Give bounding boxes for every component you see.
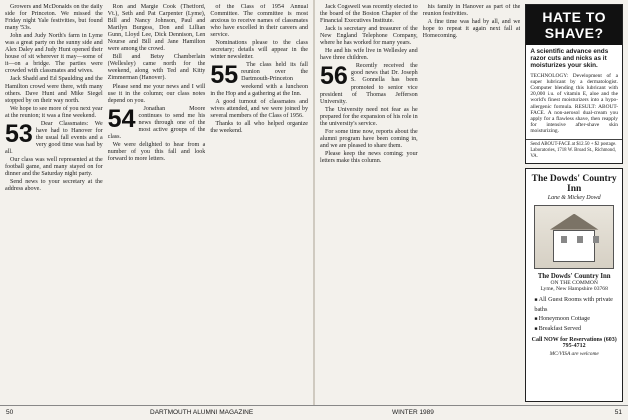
- right-column-1: [320, 4, 418, 402]
- inn-illustration: [534, 205, 614, 269]
- magazine-name: DARTMOUTH ALUMNI MAGAZINE: [150, 409, 254, 416]
- right-page: [315, 0, 628, 406]
- paragraph: Recently received the good news that Dr. Joseph S. Gonnella has been promoted to senior vice president of Thomas Jefferson University.: [320, 63, 418, 105]
- list-item: ■ Honeymoon Cottage: [534, 314, 614, 324]
- page-footer: [0, 405, 628, 420]
- left-page-number: 50: [6, 409, 14, 416]
- inn-reservation-phone: Call NOW for Reservations (603) 795-4712: [531, 336, 617, 349]
- ad-headline: HATE TO SHAVE?: [526, 5, 622, 45]
- ad-subheadline: A scientific advance ends razor cuts and nicks as it moisturizes your skin.: [530, 48, 609, 70]
- inn-address-line-2: Lyme, New Hampshire 03768: [540, 285, 608, 292]
- left-column-3: [210, 4, 308, 402]
- inn-ad-title: The Dowds' Country Inn: [531, 173, 617, 194]
- right-column-2: [423, 4, 521, 402]
- paragraph: He and his wife live in Wellesley and have three children.: [320, 48, 418, 62]
- inn-ad-tagline: Lane & Mickey Dowd: [547, 194, 601, 201]
- country-inn-advertisement[interactable]: [525, 168, 623, 402]
- issue-date: WINTER 1989: [392, 409, 434, 416]
- paragraph: Please keep the news coming; your letters make this column.: [320, 150, 418, 164]
- paragraph: Our class was well represented at the football game, and many stayed on for dinner and the Saturday night party.: [5, 156, 103, 178]
- paragraph: Nominations please to the class secretary; details will appear in the winter newsletter.: [210, 40, 309, 61]
- paragraph: Ron and Margie Cook (Thetford, Vt.), Seth and Pat Carpenter (Lyme), Bill and Nancy Johnson, Paul and Marilyn Burgess, Don and Lillian Gunn, Lloyd Lee, Dick Dennison, Len Nourse and Bill and Jane Hamilton were among the crowd.: [107, 4, 206, 53]
- paragraph: Jonathan Moore continues to send me his news through one of the most active groups of the class.: [107, 105, 206, 140]
- right-page-number: 51: [614, 409, 622, 416]
- class-year-numeral: 55: [210, 61, 239, 90]
- inn-address-line-1: ON THE COMMON: [550, 279, 598, 286]
- paragraph: his family in Hanover as part of the reunion festivities.: [422, 4, 521, 18]
- inn-amenities-list: [526, 295, 622, 334]
- class-year-numeral: 53: [5, 119, 33, 148]
- class-year-numeral: 56: [320, 62, 348, 91]
- paragraph: The University need not fear as he prepared for the expansion of his role in the university's service.: [320, 106, 418, 127]
- paragraph: Jack Cogswell was recently elected to the board of the Boston Chapter of the Financial Executives Institute.: [320, 4, 418, 25]
- shave-cream-advertisement[interactable]: [525, 4, 623, 164]
- paragraph: Growers and McDonalds on the daily side for Princeton. We missed the Friday night Yale festivities, but found many '53s.: [5, 4, 103, 32]
- paragraph: Bill and Betsy Chamberlain (Wellesley) came north for the weekend, along with Ted and Kitty Zimmerman (Hanover).: [107, 54, 206, 82]
- advertisement-column: [525, 4, 623, 402]
- ad-order-form: Send ABOUT-FACE at $12.50 + $2 postage. Laboratories, 1718 W. Broad St., Richmond, VA.: [526, 139, 622, 163]
- ad-body-text: TECHNOLOGY: Development of a super lubricant by a dermatologist. Computer blending this lubricant with 20,000 i.u. of vitamin E, aloe and the world's finest moisturizers into a hypo-allergenic formula. RESULT: ABOUT-FACE. A non-aerosol dual-cream you apply for a flawless shave, then reapply for intensive after-shave skin moisturizing.: [530, 72, 619, 135]
- paragraph: We hope to see more of you next year at the reunion; it was a fine weekend.: [5, 105, 103, 119]
- paragraph: of the Class of 1954 Annual Committee. The committee is most anxious to receive names of classmates who have excelled in their careers and service.: [210, 4, 309, 39]
- left-column-1: [5, 4, 103, 402]
- paragraph: We were delighted to hear from a number of you this fall and look forward to more letters.: [107, 141, 206, 162]
- paragraph: A good turnout of classmates and wives attended, and we were joined by several members of the Class of 1956.: [210, 98, 309, 119]
- left-column-2: [108, 4, 206, 402]
- list-item: ■ Breakfast Served: [534, 324, 614, 334]
- paragraph: Jack Shadd and Ed Spaulding and the Hamilton crowd were there, with many others. Dave Hunt and Mike Siegel stopped by on their way north.: [5, 76, 103, 104]
- class-year-numeral: 54: [107, 104, 136, 133]
- paragraph: Please send me your news and I will use it in the column; our class notes depend on you.: [107, 83, 206, 104]
- paragraph: Thanks to all who helped organize the weekend.: [210, 120, 309, 134]
- inn-name: The Dowds' Country Inn: [537, 272, 611, 280]
- paragraph: John and Judy North's farm in Lyme was a great party on the sunny side and Alex Daley and Judy Hunt opened their house of sit wherever it may—some of it—on a bridge. The parties were crowded with classmates and wives.: [5, 33, 103, 75]
- list-item: ■ All Guest Rooms with private baths: [534, 295, 614, 314]
- paragraph: Dear Classmates: We have had to Hanover for the usual fall events and a very good time was had by all.: [5, 120, 103, 155]
- paragraph: A fine time was had by all, and we hope to repeat it again next fall at Homecoming.: [422, 19, 521, 40]
- paragraph: Jack is secretary and treasurer of the New England Telephone Company, where he has worked for many years.: [320, 26, 418, 47]
- inn-payment-note: MC/VISA are welcome: [549, 350, 599, 357]
- left-page: [0, 0, 313, 406]
- paragraph: Send news to your secretary at the address above.: [5, 179, 103, 193]
- paragraph: The class held its fall reunion over the Dartmouth-Princeton weekend with a luncheon in the Hop and a gathering at the Inn.: [210, 62, 309, 97]
- paragraph: For some time now, reports about the alumni program have been coming in, and we are pleased to share them.: [320, 128, 418, 149]
